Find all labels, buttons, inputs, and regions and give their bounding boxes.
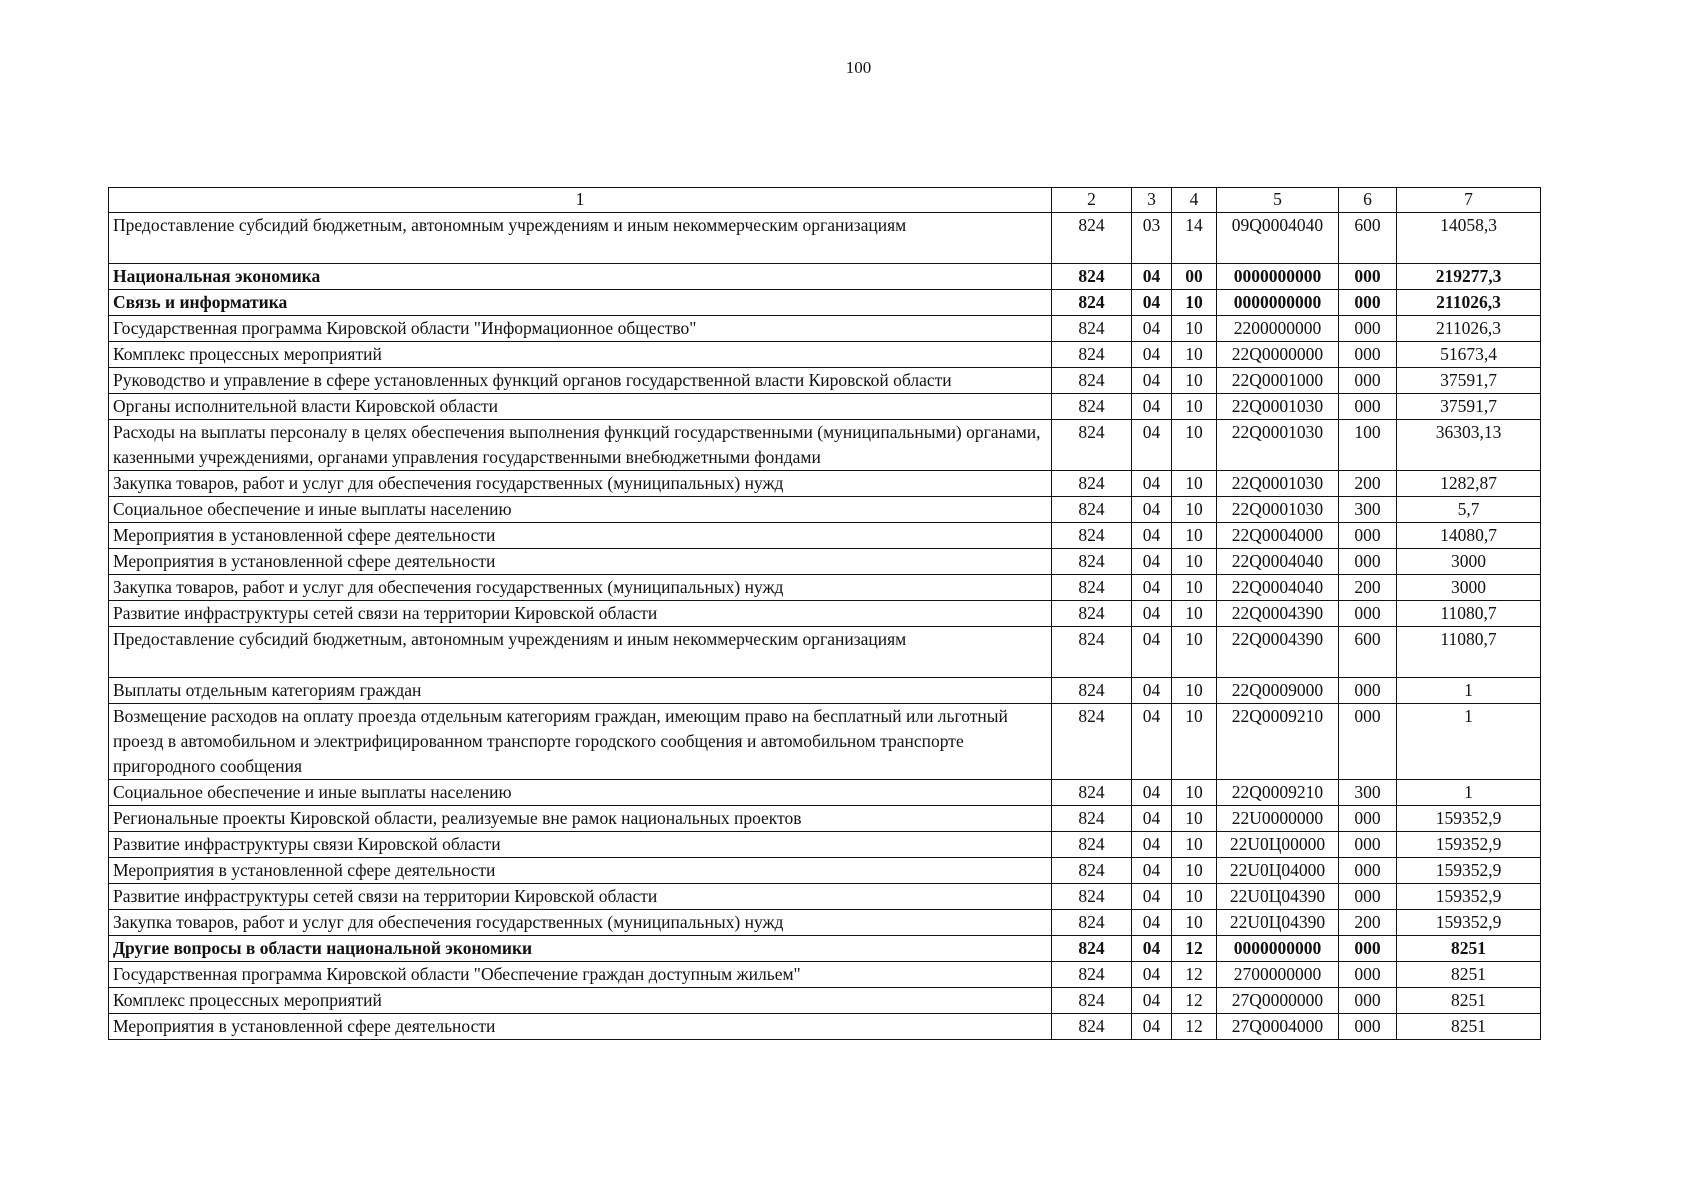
table-row	[109, 884, 1541, 910]
code-cell-4: 10	[1172, 910, 1217, 936]
header-row	[109, 188, 1541, 213]
code-cell-4: 10	[1172, 497, 1217, 523]
amount-cell: 37591,7	[1397, 368, 1541, 394]
code-cell-2: 824	[1052, 575, 1132, 601]
table-row	[109, 497, 1541, 523]
code-cell-3: 04	[1132, 549, 1172, 575]
code-cell-5: 0000000000	[1217, 936, 1339, 962]
code-cell-5: 22Q0009210	[1217, 780, 1339, 806]
row-name-cell: Развитие инфраструктуры сетей связи на территории Кировской области	[109, 601, 1052, 627]
code-cell-2: 824	[1052, 523, 1132, 549]
header-cell: 3	[1132, 188, 1172, 213]
code-cell-6: 000	[1339, 523, 1397, 549]
row-name-cell: Выплаты отдельным категориям граждан	[109, 678, 1052, 704]
table-row	[109, 627, 1541, 678]
row-name-cell: Социальное обеспечение и иные выплаты населению	[109, 497, 1052, 523]
code-cell-2: 824	[1052, 368, 1132, 394]
code-cell-5: 27Q0004000	[1217, 1014, 1339, 1040]
code-cell-4: 10	[1172, 678, 1217, 704]
table-row	[109, 342, 1541, 368]
code-cell-2: 824	[1052, 988, 1132, 1014]
amount-cell: 11080,7	[1397, 627, 1541, 678]
code-cell-6: 000	[1339, 342, 1397, 368]
code-cell-6: 000	[1339, 936, 1397, 962]
row-name-cell: Руководство и управление в сфере установленных функций органов государственной власти Кировской области	[109, 368, 1052, 394]
code-cell-4: 10	[1172, 832, 1217, 858]
code-cell-6: 200	[1339, 575, 1397, 601]
table-row	[109, 780, 1541, 806]
header-cell: 4	[1172, 188, 1217, 213]
code-cell-6: 000	[1339, 394, 1397, 420]
amount-cell: 159352,9	[1397, 806, 1541, 832]
code-cell-6: 000	[1339, 832, 1397, 858]
code-cell-3: 04	[1132, 523, 1172, 549]
row-name-cell: Закупка товаров, работ и услуг для обеспечения государственных (муниципальных) нужд	[109, 471, 1052, 497]
amount-cell: 8251	[1397, 936, 1541, 962]
code-cell-4: 10	[1172, 394, 1217, 420]
code-cell-3: 04	[1132, 780, 1172, 806]
code-cell-4: 10	[1172, 704, 1217, 780]
row-name-cell: Мероприятия в установленной сфере деятельности	[109, 858, 1052, 884]
code-cell-3: 04	[1132, 988, 1172, 1014]
code-cell-6: 000	[1339, 858, 1397, 884]
code-cell-5: 27Q0000000	[1217, 988, 1339, 1014]
code-cell-4: 10	[1172, 627, 1217, 678]
row-name-cell: Развитие инфраструктуры сетей связи на территории Кировской области	[109, 884, 1052, 910]
code-cell-4: 10	[1172, 471, 1217, 497]
header-cell: 2	[1052, 188, 1132, 213]
code-cell-5: 2200000000	[1217, 316, 1339, 342]
code-cell-4: 10	[1172, 575, 1217, 601]
code-cell-3: 04	[1132, 316, 1172, 342]
code-cell-4: 10	[1172, 806, 1217, 832]
code-cell-3: 04	[1132, 832, 1172, 858]
code-cell-6: 000	[1339, 704, 1397, 780]
code-cell-4: 10	[1172, 523, 1217, 549]
code-cell-5: 22Q0004390	[1217, 601, 1339, 627]
table-row	[109, 394, 1541, 420]
amount-cell: 3000	[1397, 549, 1541, 575]
code-cell-4: 10	[1172, 290, 1217, 316]
code-cell-6: 300	[1339, 497, 1397, 523]
code-cell-5: 22Q0001030	[1217, 394, 1339, 420]
row-name-cell: Государственная программа Кировской области "Информационное общество"	[109, 316, 1052, 342]
code-cell-5: 22Q0004040	[1217, 549, 1339, 575]
code-cell-5: 22U0Ц00000	[1217, 832, 1339, 858]
code-cell-6: 000	[1339, 962, 1397, 988]
code-cell-3: 04	[1132, 627, 1172, 678]
table-row	[109, 368, 1541, 394]
code-cell-5: 0000000000	[1217, 264, 1339, 290]
amount-cell: 37591,7	[1397, 394, 1541, 420]
row-name-cell: Национальная экономика	[109, 264, 1052, 290]
header-cell: 7	[1397, 188, 1541, 213]
table-row	[109, 806, 1541, 832]
amount-cell: 51673,4	[1397, 342, 1541, 368]
code-cell-2: 824	[1052, 420, 1132, 471]
page-number: 100	[845, 58, 872, 77]
code-cell-3: 04	[1132, 962, 1172, 988]
code-cell-6: 000	[1339, 678, 1397, 704]
code-cell-3: 04	[1132, 704, 1172, 780]
code-cell-2: 824	[1052, 678, 1132, 704]
table-row	[109, 858, 1541, 884]
code-cell-5: 22Q0009210	[1217, 704, 1339, 780]
code-cell-3: 04	[1132, 678, 1172, 704]
row-name-cell: Социальное обеспечение и иные выплаты населению	[109, 780, 1052, 806]
table-row	[109, 549, 1541, 575]
code-cell-6: 100	[1339, 420, 1397, 471]
table-row	[109, 1014, 1541, 1040]
amount-cell: 159352,9	[1397, 832, 1541, 858]
code-cell-3: 04	[1132, 264, 1172, 290]
code-cell-4: 12	[1172, 962, 1217, 988]
code-cell-2: 824	[1052, 471, 1132, 497]
table-row	[109, 936, 1541, 962]
code-cell-3: 04	[1132, 290, 1172, 316]
table-row	[109, 601, 1541, 627]
row-name-cell: Мероприятия в установленной сфере деятельности	[109, 549, 1052, 575]
code-cell-2: 824	[1052, 213, 1132, 264]
amount-cell: 36303,13	[1397, 420, 1541, 471]
code-cell-4: 10	[1172, 420, 1217, 471]
code-cell-6: 600	[1339, 627, 1397, 678]
table-row	[109, 213, 1541, 264]
code-cell-4: 10	[1172, 858, 1217, 884]
table-row	[109, 316, 1541, 342]
code-cell-4: 10	[1172, 780, 1217, 806]
code-cell-4: 14	[1172, 213, 1217, 264]
code-cell-5: 0000000000	[1217, 290, 1339, 316]
amount-cell: 211026,3	[1397, 290, 1541, 316]
code-cell-3: 04	[1132, 910, 1172, 936]
code-cell-4: 10	[1172, 884, 1217, 910]
row-name-cell: Региональные проекты Кировской области, реализуемые вне рамок национальных проектов	[109, 806, 1052, 832]
code-cell-6: 000	[1339, 264, 1397, 290]
row-name-cell: Органы исполнительной власти Кировской области	[109, 394, 1052, 420]
code-cell-4: 10	[1172, 601, 1217, 627]
code-cell-6: 000	[1339, 549, 1397, 575]
code-cell-3: 04	[1132, 394, 1172, 420]
code-cell-6: 000	[1339, 290, 1397, 316]
code-cell-5: 2700000000	[1217, 962, 1339, 988]
code-cell-2: 824	[1052, 780, 1132, 806]
table-body	[109, 213, 1541, 1040]
code-cell-3: 04	[1132, 884, 1172, 910]
row-name-cell: Развитие инфраструктуры связи Кировской области	[109, 832, 1052, 858]
amount-cell: 1282,87	[1397, 471, 1541, 497]
row-name-cell: Расходы на выплаты персоналу в целях обеспечения выполнения функций государственными (муниципальными) органами, казенными учреждениями, органами управления государственными внебюджетными фондами	[109, 420, 1052, 471]
amount-cell: 219277,3	[1397, 264, 1541, 290]
code-cell-3: 04	[1132, 497, 1172, 523]
code-cell-4: 12	[1172, 988, 1217, 1014]
code-cell-6: 300	[1339, 780, 1397, 806]
code-cell-6: 600	[1339, 213, 1397, 264]
code-cell-6: 000	[1339, 884, 1397, 910]
code-cell-2: 824	[1052, 549, 1132, 575]
code-cell-2: 824	[1052, 910, 1132, 936]
table-row	[109, 264, 1541, 290]
code-cell-5: 09Q0004040	[1217, 213, 1339, 264]
code-cell-4: 10	[1172, 316, 1217, 342]
row-name-cell: Предоставление субсидий бюджетным, автономным учреждениям и иным некоммерческим организациям	[109, 213, 1052, 264]
amount-cell: 14058,3	[1397, 213, 1541, 264]
header-cell: 5	[1217, 188, 1339, 213]
header-cell: 6	[1339, 188, 1397, 213]
code-cell-5: 22U0000000	[1217, 806, 1339, 832]
amount-cell: 8251	[1397, 988, 1541, 1014]
code-cell-5: 22Q0001030	[1217, 497, 1339, 523]
code-cell-2: 824	[1052, 884, 1132, 910]
code-cell-6: 000	[1339, 1014, 1397, 1040]
header-cell: 1	[109, 188, 1052, 213]
amount-cell: 159352,9	[1397, 910, 1541, 936]
code-cell-5: 22Q0001030	[1217, 420, 1339, 471]
amount-cell: 1	[1397, 704, 1541, 780]
amount-cell: 8251	[1397, 1014, 1541, 1040]
row-name-cell: Возмещение расходов на оплату проезда отдельным категориям граждан, имеющим право на бесплатный или льготный проезд в автомобильном и электрифицированном транспорте городского сообщения и автомобильном транспорте пригородного сообщения	[109, 704, 1052, 780]
code-cell-2: 824	[1052, 316, 1132, 342]
row-name-cell: Предоставление субсидий бюджетным, автономным учреждениям и иным некоммерческим организациям	[109, 627, 1052, 678]
code-cell-3: 04	[1132, 368, 1172, 394]
code-cell-5: 22Q0009000	[1217, 678, 1339, 704]
code-cell-4: 10	[1172, 368, 1217, 394]
table-row	[109, 420, 1541, 471]
code-cell-2: 824	[1052, 394, 1132, 420]
code-cell-3: 04	[1132, 601, 1172, 627]
table-row	[109, 704, 1541, 780]
row-name-cell: Мероприятия в установленной сфере деятельности	[109, 1014, 1052, 1040]
code-cell-2: 824	[1052, 858, 1132, 884]
table-row	[109, 962, 1541, 988]
code-cell-6: 000	[1339, 988, 1397, 1014]
code-cell-4: 12	[1172, 936, 1217, 962]
amount-cell: 8251	[1397, 962, 1541, 988]
code-cell-2: 824	[1052, 601, 1132, 627]
code-cell-5: 22Q0004000	[1217, 523, 1339, 549]
row-name-cell: Закупка товаров, работ и услуг для обеспечения государственных (муниципальных) нужд	[109, 575, 1052, 601]
amount-cell: 3000	[1397, 575, 1541, 601]
code-cell-4: 00	[1172, 264, 1217, 290]
amount-cell: 1	[1397, 780, 1541, 806]
code-cell-3: 03	[1132, 213, 1172, 264]
code-cell-5: 22U0Ц04390	[1217, 884, 1339, 910]
code-cell-5: 22Q0001000	[1217, 368, 1339, 394]
code-cell-3: 04	[1132, 420, 1172, 471]
table-row	[109, 523, 1541, 549]
amount-cell: 159352,9	[1397, 884, 1541, 910]
code-cell-4: 10	[1172, 342, 1217, 368]
code-cell-3: 04	[1132, 1014, 1172, 1040]
code-cell-6: 000	[1339, 316, 1397, 342]
code-cell-3: 04	[1132, 471, 1172, 497]
code-cell-2: 824	[1052, 832, 1132, 858]
code-cell-5: 22Q0004390	[1217, 627, 1339, 678]
code-cell-5: 22U0Ц04000	[1217, 858, 1339, 884]
code-cell-2: 824	[1052, 627, 1132, 678]
code-cell-5: 22Q0004040	[1217, 575, 1339, 601]
amount-cell: 159352,9	[1397, 858, 1541, 884]
table-row	[109, 678, 1541, 704]
row-name-cell: Комплекс процессных мероприятий	[109, 342, 1052, 368]
code-cell-3: 04	[1132, 936, 1172, 962]
amount-cell: 5,7	[1397, 497, 1541, 523]
code-cell-2: 824	[1052, 936, 1132, 962]
row-name-cell: Мероприятия в установленной сфере деятельности	[109, 523, 1052, 549]
code-cell-6: 200	[1339, 910, 1397, 936]
code-cell-4: 10	[1172, 549, 1217, 575]
code-cell-3: 04	[1132, 575, 1172, 601]
code-cell-2: 824	[1052, 1014, 1132, 1040]
code-cell-6: 000	[1339, 368, 1397, 394]
table-row	[109, 832, 1541, 858]
row-name-cell: Комплекс процессных мероприятий	[109, 988, 1052, 1014]
row-name-cell: Закупка товаров, работ и услуг для обеспечения государственных (муниципальных) нужд	[109, 910, 1052, 936]
code-cell-2: 824	[1052, 962, 1132, 988]
amount-cell: 211026,3	[1397, 316, 1541, 342]
code-cell-2: 824	[1052, 264, 1132, 290]
table-row	[109, 988, 1541, 1014]
table-row	[109, 290, 1541, 316]
code-cell-2: 824	[1052, 290, 1132, 316]
budget-table	[108, 187, 1541, 1040]
amount-cell: 14080,7	[1397, 523, 1541, 549]
table-row	[109, 910, 1541, 936]
code-cell-2: 824	[1052, 342, 1132, 368]
code-cell-2: 824	[1052, 806, 1132, 832]
amount-cell: 11080,7	[1397, 601, 1541, 627]
code-cell-6: 000	[1339, 601, 1397, 627]
code-cell-2: 824	[1052, 497, 1132, 523]
table-row	[109, 575, 1541, 601]
code-cell-6: 200	[1339, 471, 1397, 497]
code-cell-2: 824	[1052, 704, 1132, 780]
code-cell-3: 04	[1132, 806, 1172, 832]
table-row	[109, 471, 1541, 497]
row-name-cell: Другие вопросы в области национальной экономики	[109, 936, 1052, 962]
amount-cell: 1	[1397, 678, 1541, 704]
code-cell-3: 04	[1132, 858, 1172, 884]
code-cell-4: 12	[1172, 1014, 1217, 1040]
code-cell-5: 22U0Ц04390	[1217, 910, 1339, 936]
code-cell-6: 000	[1339, 806, 1397, 832]
code-cell-5: 22Q0000000	[1217, 342, 1339, 368]
row-name-cell: Государственная программа Кировской области "Обеспечение граждан доступным жильем"	[109, 962, 1052, 988]
code-cell-5: 22Q0001030	[1217, 471, 1339, 497]
row-name-cell: Связь и информатика	[109, 290, 1052, 316]
code-cell-3: 04	[1132, 342, 1172, 368]
